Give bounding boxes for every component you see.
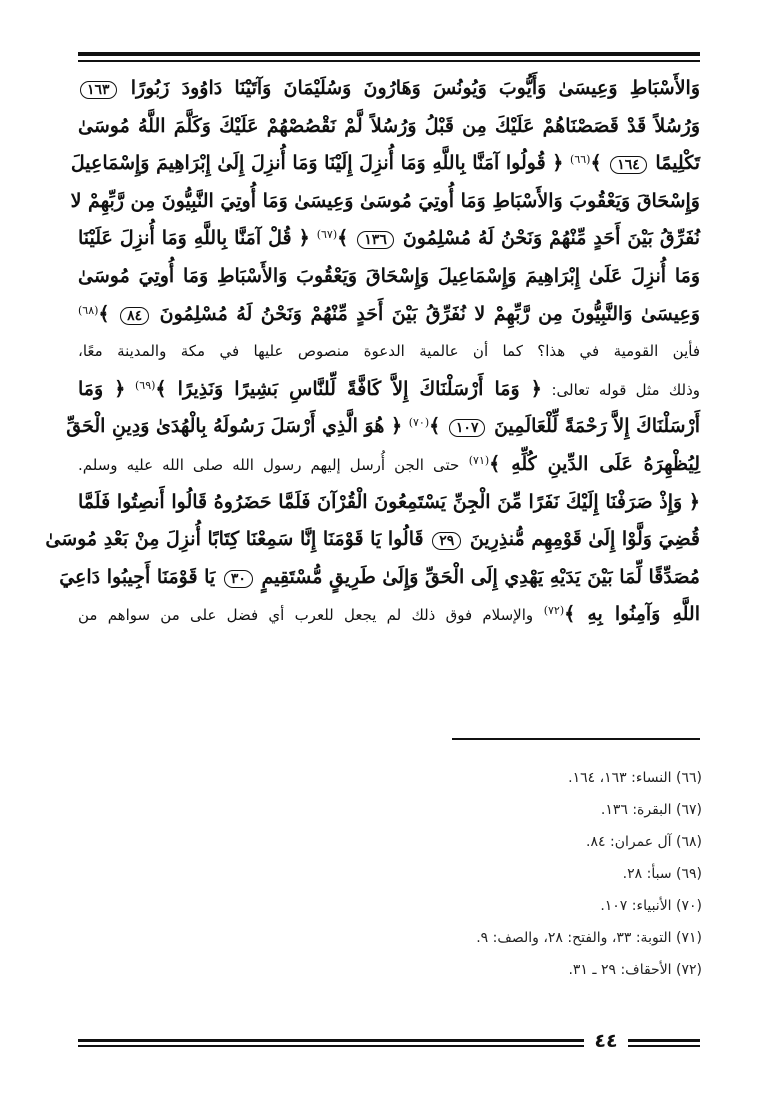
text-line-10: أَرْسَلْنَاكَ إِلاَّ رَحْمَةً لِّلْعَالَمِينَ ١٠٧ ﴾$^{(٧٠)}$ ﴿ هُوَ الَّذِي أَرْسَلَ رَسُولَهُ بِالْهُدَىٰ وَدِينِ الْحَقِّ [66, 415, 700, 438]
footnote-ref: (٧١) [468, 453, 490, 467]
line-9-text: ﴿ وَمَا أَرْسَلْنَاكَ إِلاَّ كَافَّةً لِّلنَّاسِ بَشِيرًا وَنَذِيرًا ﴾ [155, 377, 542, 400]
line-15-text: والإسلام فوق ذلك لم يجعل للعرب أي فضل على من سواهم من [78, 606, 534, 625]
line-4-text: وَإِسْحَاقَ وَيَعْقُوبَ وَالأَسْبَاطِ وَمَا أُوتِيَ مُوسَىٰ وَعِيسَىٰ وَمَا أُوتِيَ النَّبِيُّونَ مِن رَّبِّهِمْ لا [70, 189, 700, 212]
text-line-8 [78, 333, 700, 371]
line-10-text: أَرْسَلْنَاكَ إِلاَّ رَحْمَةً لِّلْعَالَمِينَ [494, 415, 700, 438]
footnote-ref: (٧٠) [408, 416, 430, 430]
ayah-number: ١٠٧ [449, 419, 486, 437]
line-7-text: وَعِيسَىٰ وَالنَّبِيُّونَ مِن رَّبِّهِمْ لا نُفَرِّقُ بَيْنَ أَحَدٍ مِّنْهُمْ وَنَحْنُ لَهُ مُسْلِمُونَ [159, 302, 701, 325]
text-line-6 [78, 258, 700, 296]
text-line-14 [59, 559, 700, 597]
text-line-15 [78, 596, 700, 634]
footnotes [476, 762, 702, 986]
footnote: (٦٨) آل عمران: ٨٤. [586, 834, 702, 850]
page-number: ٤٤ [594, 1030, 618, 1052]
footnote: (٦٩) سبأ: ٢٨. [622, 866, 702, 882]
footnote-ref: (٦٧) [316, 228, 338, 242]
text-line-9 [78, 371, 700, 409]
footer-rule-right-thin [628, 1045, 700, 1047]
footnote-separator [452, 738, 700, 740]
line-8-text: فأين القومية في هذا؟ كما أن عالمية الدعوة منصوص عليها في مكة والمدينة معًا، [78, 342, 700, 361]
footer-rule-left-thin [78, 1045, 584, 1047]
line-3-pre: تَكْلِيمًا [655, 152, 700, 175]
header-rule-thin [78, 60, 700, 62]
line-10-post: ﴿ هُوَ الَّذِي أَرْسَلَ رَسُولَهُ بِالْهُدَىٰ وَدِينِ الْحَقِّ [66, 415, 403, 438]
text-line-12 [78, 484, 700, 522]
line-9-pre: وذلك مثل قوله تعالى: [551, 380, 701, 399]
footnote-ref: (٦٨) [78, 303, 99, 317]
line-14-post: يَا قَوْمَنَا أَجِيبُوا دَاعِيَ [59, 565, 216, 588]
line-2-text: وَرُسُلاً قَدْ قَصَصْنَاهُمْ عَلَيْكَ مِن قَبْلُ وَرُسُلاً لَّمْ نَقْصُصْهُمْ عَلَيْكَ وَكَلَّمَ اللَّهُ مُوسَىٰ [78, 114, 700, 137]
footnote-ref: (٧٢) [543, 604, 565, 618]
line-13-post: قَالُوا يَا قَوْمَنَا إِنَّا سَمِعْنَا كِتَابًا أُنزِلَ مِنْ بَعْدِ مُوسَىٰ [45, 528, 424, 551]
text-line-1 [78, 70, 700, 108]
main-text [45, 70, 701, 634]
header-rule-thick [78, 52, 700, 56]
line-3-text: ﴿ قُولُوا آمَنَّا بِاللَّهِ وَمَا أُنزِلَ إِلَيْنَا وَمَا أُنزِلَ إِلَىٰ إِبْرَاهِيمَ وَإِسْمَاعِيلَ [70, 152, 564, 175]
line-12-text: ﴿ وَإِذْ صَرَفْنَا إِلَيْكَ نَفَرًا مِّنَ الْجِنِّ يَسْتَمِعُونَ الْقُرْآنَ فَلَمَّا حَضَرُوهُ قَالُوا أَنصِتُوا فَلَمَّا [78, 490, 700, 513]
line-6-text: وَمَا أُنزِلَ عَلَىٰ إِبْرَاهِيمَ وَإِسْمَاعِيلَ وَإِسْحَاقَ وَيَعْقُوبَ وَالأَسْبَاطِ وَمَا أُوتِيَ مُوسَىٰ [78, 264, 700, 287]
text-line-2 [78, 108, 700, 146]
line-14-text: مُصَدِّقًا لِّمَا بَيْنَ يَدَيْهِ يَهْدِي إِلَى الْحَقِّ وَإِلَىٰ طَرِيقٍ مُّسْتَقِيمٍ [261, 565, 700, 588]
text-line-3: تَكْلِيمًا ١٦٤ ﴾$^{(٦٦)}$ ﴿ قُولُوا آمَنَّا بِاللَّهِ وَمَا أُنزِلَ إِلَيْنَا وَمَا أُنزِلَ إِلَىٰ إِبْرَاهِيمَ وَإِسْمَاعِيلَ [70, 152, 700, 175]
line-1-text: وَالأَسْبَاطِ وَعِيسَىٰ وَأَيُّوبَ وَيُونُسَ وَهَارُونَ وَسُلَيْمَانَ وَآتَيْنَا دَاوُودَ زَبُورًا [130, 77, 700, 99]
text-line-13 [45, 521, 700, 559]
ayah-number: ٣٠ [224, 570, 253, 588]
footnote: (٧٢) الأحقاف: ٢٩ ـ ٣١. [568, 962, 702, 978]
line-5-text: نُفَرِّقُ بَيْنَ أَحَدٍ مِّنْهُمْ وَنَحْنُ لَهُ مُسْلِمُونَ [402, 227, 701, 250]
footnote: (٦٦) النساء: ١٦٣، ١٦٤. [568, 770, 702, 786]
ayah-number: ١٣٦ [357, 231, 394, 249]
text-line-5: نُفَرِّقُ بَيْنَ أَحَدٍ مِّنْهُمْ وَنَحْنُ لَهُ مُسْلِمُونَ ١٣٦ ﴾$^{(٦٧)}$ ﴿ قُلْ آمَنَّا بِاللَّهِ وَمَا أُنزِلَ عَلَيْنَا [78, 227, 701, 250]
text-line-11 [78, 446, 700, 484]
ayah-number: ٨٤ [120, 307, 149, 325]
ayah-number: ١٦٤ [610, 156, 647, 174]
line-13-text: قُضِيَ وَلَّوْا إِلَىٰ قَوْمِهِم مُّنذِرِينَ [469, 528, 700, 551]
footnote-ref: (٦٦) [570, 153, 591, 167]
footer-rule-right [628, 1039, 700, 1042]
ayah-number: ٢٩ [432, 532, 461, 550]
line-5-post: ﴿ قُلْ آمَنَّا بِاللَّهِ وَمَا أُنزِلَ عَلَيْنَا [78, 227, 310, 250]
text-line-4 [70, 183, 700, 221]
line-15-pre: اللَّهِ وَآمِنُوا بِهِ ﴾ [564, 603, 700, 626]
footnote: (٧١) التوبة: ٣٣، والفتح: ٢٨، والصف: ٩. [476, 930, 702, 946]
text-line-7: وَعِيسَىٰ وَالنَّبِيُّونَ مِن رَّبِّهِمْ لا نُفَرِّقُ بَيْنَ أَحَدٍ مِّنْهُمْ وَنَحْنُ لَهُ مُسْلِمُونَ ٨٤ ﴾$^{(٦٨)}$ [78, 302, 701, 325]
footnote-ref: (٦٩) [135, 378, 156, 392]
line-11-text: حتى الجن أُرسل إليهم رسول الله صلى الله عليه وسلم. [78, 455, 460, 474]
footer-rule-left [78, 1039, 584, 1042]
footnote: (٦٧) البقرة: ١٣٦. [600, 802, 702, 818]
line-9-post: ﴿ وَمَا [78, 377, 126, 400]
line-11-pre: لِيُظْهِرَهُ عَلَى الدِّينِ كُلِّهِ ﴾ [489, 452, 700, 475]
footnote: (٧٠) الأنبياء: ١٠٧. [600, 898, 702, 914]
ayah-number: ١٦٣ [80, 81, 117, 99]
